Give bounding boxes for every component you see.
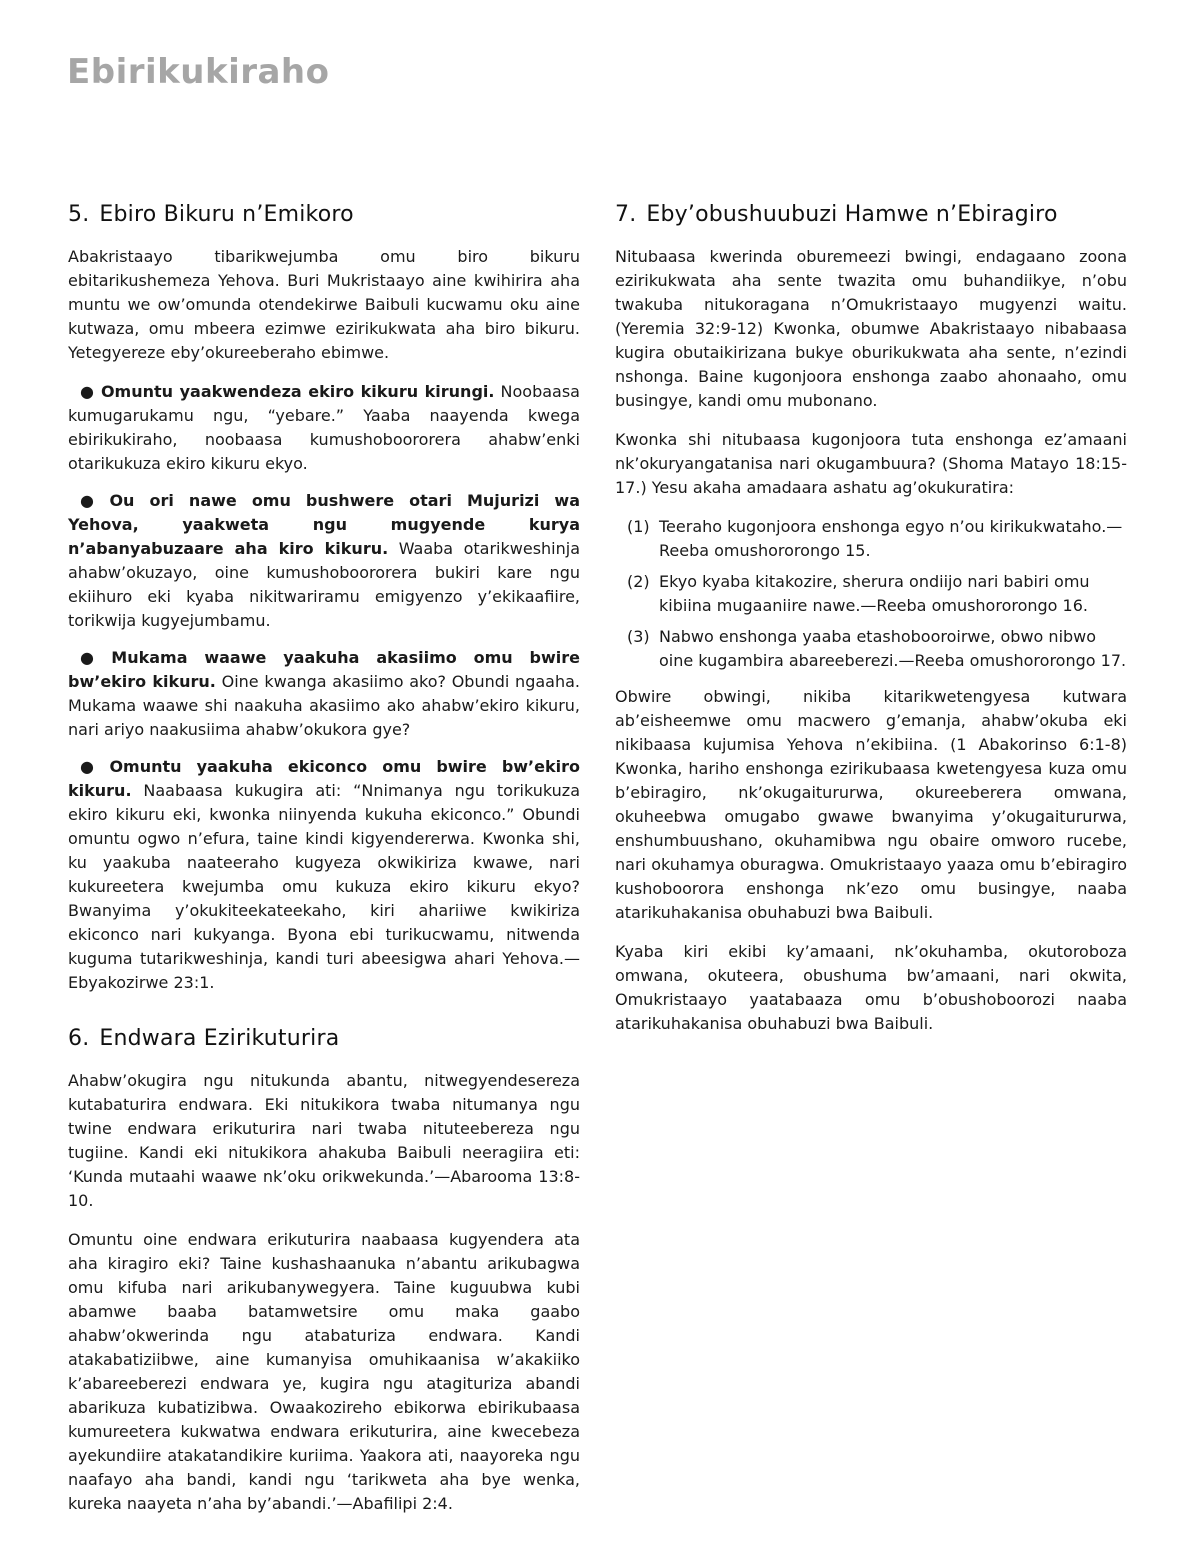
section-6-heading bbox=[68, 1026, 580, 1051]
paragraph: Kyaba kiri ekibi ky’amaani, nk’okuhamba, okutoroboza omwana, okuteera, obushuma bw’amaani, nari okwita, Omukristaayo yaatabaaza omu b’obushoboorozi naaba atarikuhakanisa obuhabuzi bwa Baibuli. bbox=[615, 942, 1127, 1033]
bullet-bold: Mukama waawe yaakuha akasiimo omu bwire bw’ekiro kikuru. bbox=[68, 648, 580, 691]
bullet-dot-icon: ● bbox=[80, 382, 95, 401]
bullet-bold: Omuntu yaakwendeza ekiro kikuru kirungi. bbox=[100, 382, 495, 401]
list-item bbox=[627, 570, 1127, 618]
bullet-text: Waaba otarikweshinja ahabw’okuzayo, oine kumushoboororera bukiri kare ngu ekiihuro eki kyaba nikitwariramu emigyenzo y’ekikaafiire, torikwija kugyejumbamu. bbox=[68, 539, 581, 630]
bullet-text: Naabaasa kukugira ati: “Nnimanya ngu torikukuza ekiro kikuru eki, kwonka niinyenda kukuha ekiconco.” Obundi omuntu ogwo n’efura, taine kindi kigyendererwa. Kwonka shi, ku yaakuba naateeraho kugyeza okwikiriza kwawe, nari kukureetera kwejumba omu kukuza ekiro kikuru ekyo? Bwanyima y’okukiteekateekaho, kiri ahariiwe kwikiriza ekiconco nari kukyanga. Byona ebi turikucwamu, nitwenda kuguma tutarikweshinja, kandi turi abeesigwa ahari Yehova.—Ebyakozirwe 23:1. bbox=[68, 781, 580, 992]
bullet-bold: Ou ori nawe omu bushwere otari Mujurizi wa Yehova, yaakweta ngu mugyende kurya n’abanyabuzaare aha kiro kikuru. bbox=[68, 491, 580, 558]
section-5-intro: Abakristaayo tibarikwejumba omu biro bikuru ebitarikushemeza Yehova. Buri Mukristaayo aine kwihirira aha muntu we ow’omunda otendekirwe Baibuli kucwamu oku aine kutwaza, omu mbeera ezimwe ezirikukwata aha biro bikuru. Yetegyereze eby’okureeberaho ebimwe. bbox=[68, 247, 580, 362]
paragraph: Kwonka shi nitubaasa kugonjoora tuta enshonga ez’amaani nk’okuryangatanisa nari okugambuura? (Shoma Matayo 18:15-17.) Yesu akaha amadaara ashatu ag’okukuratira: bbox=[615, 430, 1127, 497]
section-number: 5. bbox=[68, 202, 90, 227]
section-title: Eby’obushuubuzi Hamwe n’Ebiragiro bbox=[646, 202, 1058, 227]
left-column bbox=[68, 202, 580, 1531]
section-number: 7. bbox=[615, 202, 637, 227]
bullet-bold: Omuntu yaakuha ekiconco omu bwire bw’ekiro kikuru. bbox=[68, 757, 580, 800]
step-number: (2) bbox=[627, 572, 650, 591]
step-number: (3) bbox=[627, 627, 650, 646]
section-number: 6. bbox=[68, 1026, 90, 1051]
section-7-heading bbox=[615, 202, 1127, 227]
bullet-dot-icon: ● bbox=[80, 648, 106, 667]
bullet-item bbox=[68, 380, 580, 476]
bullet-item bbox=[68, 646, 580, 742]
step-text: Teeraho kugonjoora enshonga egyo n’ou kirikukwataho.—Reeba omushororongo 15. bbox=[659, 517, 1123, 560]
right-column bbox=[615, 202, 1127, 1051]
steps-list bbox=[615, 515, 1127, 673]
section-title: Ebiro Bikuru n’Emikoro bbox=[99, 202, 354, 227]
list-item bbox=[627, 515, 1127, 563]
bullet-dot-icon: ● bbox=[80, 491, 104, 510]
bullet-text: Oine kwanga akasiimo ako? Obundi ngaaha. Mukama waawe shi naakuha akasiimo ako ahabw’ekiro kikuru, nari ariyo naakusiima ahabw’okukora gye? bbox=[68, 672, 580, 739]
page-header-title: Ebirikukiraho bbox=[67, 52, 330, 92]
paragraph: Ahabw’okugira ngu nitukunda abantu, nitwegyendesereza kutabaturira endwara. Eki nitukikora twaba nitumanya ngu twine endwara erikuturira nari twaba nituteebereza ngu tugiine. Kandi eki nitukikora ahakuba Baibuli neeragiira eti: ‘Kunda mutaahi waawe nk’oku orikwekunda.’—Abarooma 13:8-10. bbox=[68, 1071, 580, 1210]
bullet-text: Noobaasa kumugarukamu ngu, “yebare.” Yaaba naayenda kwega ebirikukiraho, noobaasa kumushoboororera ahabw’enki otarikukuza ekiro kikuru ekyo. bbox=[68, 382, 580, 473]
bullet-item bbox=[68, 489, 580, 633]
paragraph: Nitubaasa kwerinda oburemeezi bwingi, endagaano zoona ezirikukwata aha sente twazita omu buhandiikye, n’obu twakuba nitukoragana n’Omukristaayo mugyenzi waitu. (Yeremia 32:9-12) Kwonka, obumwe Abakristaayo nibabaasa kugira obutaikirizana bukye oburikukwata aha sente, n’ezindi nshonga. Baine kugonjoora enshonga zaabo ahonaaho, omu busingye, kandi omu mubonano. bbox=[615, 247, 1127, 410]
step-text: Ekyo kyaba kitakozire, sherura ondiijo nari babiri omu kibiina mugaaniire nawe.—Reeba omushororongo 16. bbox=[659, 572, 1090, 615]
step-text: Nabwo enshonga yaaba etashobooroirwe, obwo nibwo oine kugambira abareeberezi.—Reeba omushororongo 17. bbox=[659, 627, 1127, 670]
list-item bbox=[627, 625, 1127, 673]
step-number: (1) bbox=[627, 517, 650, 536]
paragraph: Omuntu oine endwara erikuturira naabaasa kugyendera ata aha kiragiro eki? Taine kushashaanuka n’abantu arikubagwa omu kifuba nari arikubanywegyera. Taine kuguubwa kubi abamwe baaba batamwetsire omu maka gaabo ahabw’okwerinda ngu atabaturiza endwara. Kandi atakabatiziibwe, aine kumanyisa omuhikaanisa w’akakiiko k’abareeberezi endwara ye, kugira ngu atagituriza abandi abarikuza kubatizibwa. Owaakozireho ebikorwa ebirikubaasa kumureetera kukwatwa endwara erikuturira, aine kwecebeza ayekundiire atakatandikire kuriima. Yaakora ati, naayoreka ngu naafayo aha bandi, kandi ngu ‘tarikweta aha bye wenka, kureka naayeta n’aha by’abandi.’—Abafilipi 2:4. bbox=[68, 1230, 580, 1513]
bullet-dot-icon: ● bbox=[80, 757, 104, 776]
section-title: Endwara Ezirikuturira bbox=[99, 1026, 340, 1051]
bullet-item bbox=[68, 755, 580, 995]
paragraph: Obwire obwingi, nikiba kitarikwetengyesa kutwara ab’eisheemwe omu macwero g’emanja, ahabw’okuba eki nikibaasa kujumisa Yehova n’ekibiina. (1 Abakorinso 6:1-8) Kwonka, hariho enshonga ezirikubaasa kwetengyesa kuza omu b’ebiragiro, nk’okugaitururwa, okureeberera omwana, okuheebwa omugabo gwawe bwanyima y’okugaitururwa, enshumbuushano, okuhamibwa ngu obaire omworo rucebe, nari okuhamya oburagwa. Omukristaayo yaaza omu b’ebiragiro kushoboorora enshonga nk’ezo omu busingye, naaba atarikuhakanisa obuhabuzi bwa Baibuli. bbox=[615, 687, 1127, 922]
section-5-heading bbox=[68, 202, 580, 227]
